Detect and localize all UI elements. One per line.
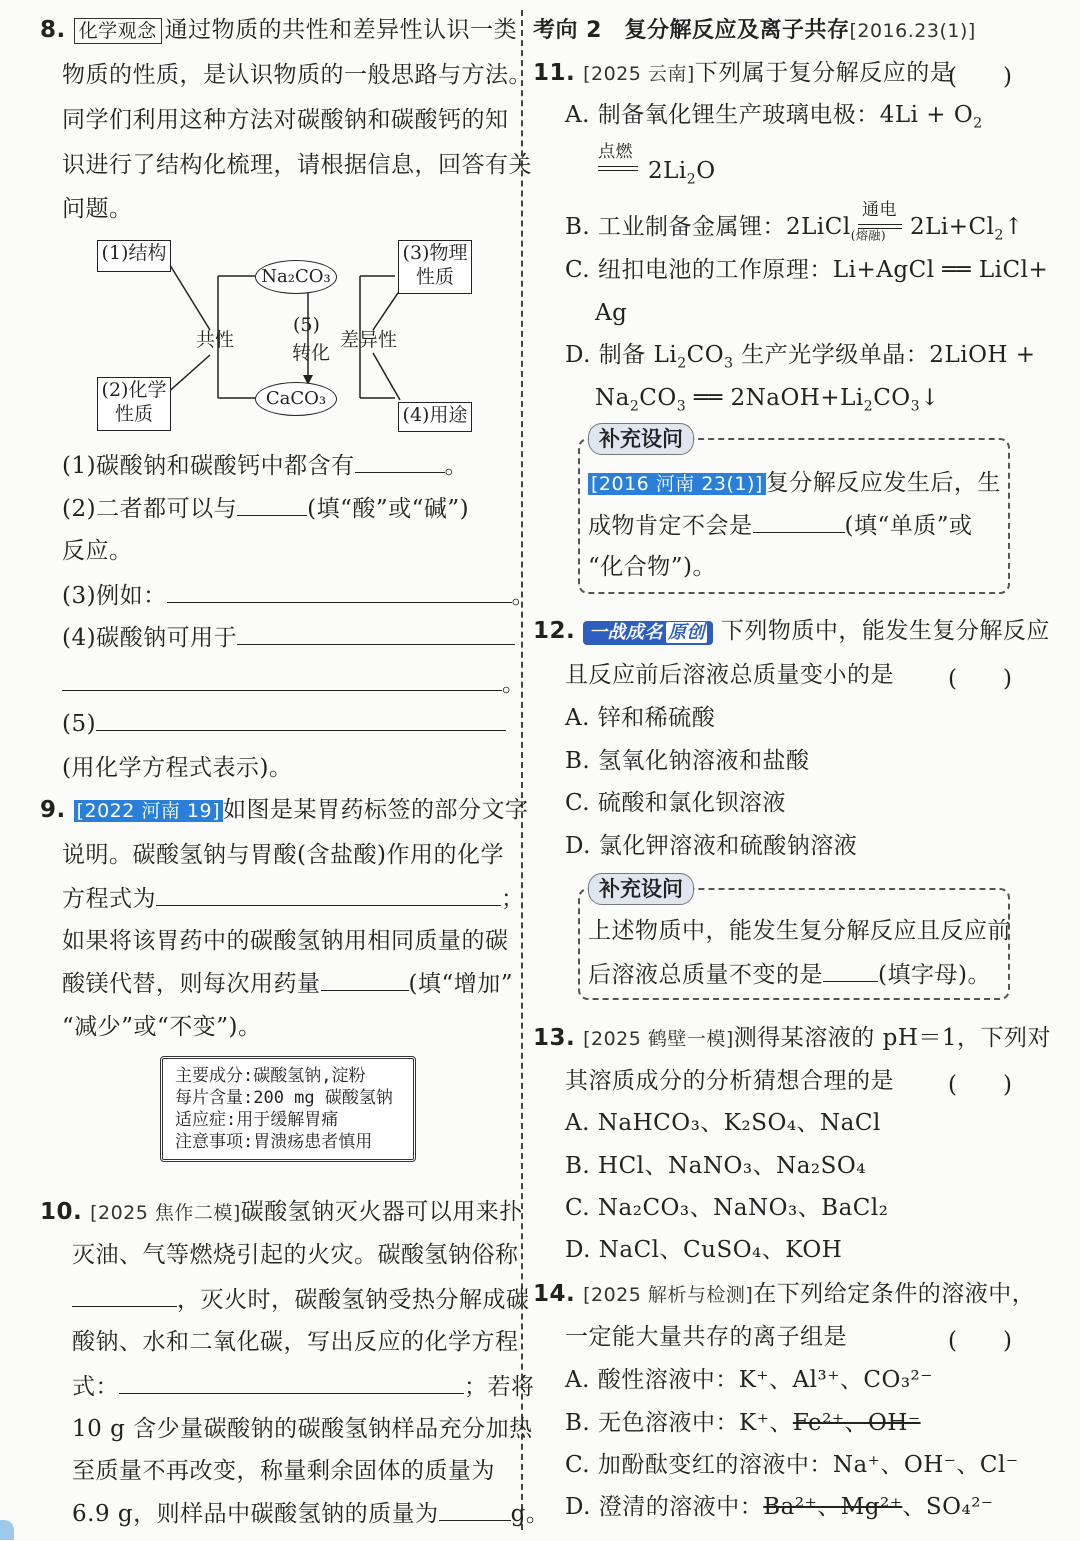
answer-blank[interactable] [321,968,409,991]
q11-number: 11. [533,60,576,86]
section-year: [2016.23(1)] [849,20,976,42]
q8-sub2: (2)二者都可以与 (填“酸”或“碱”) [62,493,469,524]
q13-source: [2025 鹤壁一模] [583,1028,734,1050]
answer-blank[interactable] [119,1371,464,1394]
diagram-label-transform-number: (5) [293,314,320,336]
q8-number: 8. [40,17,66,43]
diagram-node-caco3: CaCO₃ [255,382,337,416]
supp2-line-2: 后溶液总质量不变的是 (填字母)。 [588,959,991,990]
q11-option-c-cont: Ag [595,300,628,326]
q9-stem-line-3: 方程式为 ； [62,883,525,914]
q9-stem-line-4: 如果将该胃药中的碳酸氢钠用相同质量的碳 [62,928,509,954]
diagram-box-chemical-properties: (2)化学性质 [97,377,171,431]
q10-stem-line-4: 酸钠、水和二氧化碳，写出反应的化学方程 [72,1329,519,1355]
q8-line-text: 通过物质的共性和差异性认识一类 [164,17,518,43]
supplement-label-1: 补充设问 [588,423,694,455]
answer-blank[interactable] [439,1498,511,1521]
diagram-label-common: 共性 [196,329,235,351]
q14-stem: 14. [2025 解析与检测]在下列给定条件的溶液中， [533,1281,1036,1307]
q12-number: 12. [533,618,576,644]
diagram-label-transform: 转化 [292,342,331,364]
equation-sign [858,224,902,229]
q12-stem: 12. 一战成名 原创 下列物质中，能发生复分解反应 [533,618,1050,644]
q8-sub5-cont: (用化学方程式表示)。 [62,755,293,781]
answer-blank[interactable] [355,450,445,473]
label-line: 主要成分:碳酸氢钠,淀粉 [175,1066,366,1086]
q8-sub2-cont: 反应。 [62,538,133,564]
answer-blank[interactable] [237,493,307,516]
q11-stem: 11. [2025 云南]下列属于复分解反应的是 [533,60,954,86]
q11-option-a-product: $2Li_2O$ [648,158,716,188]
q8-stem-line-2: 物质的性质，是认识物质的一般思路与方法。 [62,62,532,88]
q14-option-d: D. 澄清的溶液中：Ba²⁺、Mg²⁺、SO₄²⁻ [565,1494,994,1520]
diagram-label-difference: 差异性 [340,329,398,351]
q10-stem-line-6: 10 g 含少量碳酸钠的碳酸氢钠样品充分加热 [72,1416,533,1442]
q10-stem-line-1: 10. [2025 焦作二模]碳酸氢钠灭火器可以用来扑 [40,1199,523,1225]
q14-option-c: C. 加酚酞变红的溶液中：Na⁺、OH⁻、Cl⁻ [565,1452,1019,1478]
q11-option-a-condition: 点燃 [598,142,633,162]
diagram-box-uses: (4)用途 [398,402,472,432]
q11-option-b-product: $2Li+Cl_2↑$ [910,214,1024,244]
q8-sub5: (5) [62,708,506,739]
answer-blank[interactable] [96,708,506,731]
q10-stem-line-5: 式： ；若将 [72,1371,535,1402]
q13-option-d: D. NaCl、CuSO₄、KOH [565,1237,843,1263]
answer-blank[interactable] [62,668,502,691]
supp2-line-1: 上述物质中，能发生复分解反应且反应前 [588,918,1011,944]
section-title: 考向 2 复分解反应及离子共存 [533,18,850,43]
q10-stem-line-3: ，灭火时，碳酸氢钠受热分解成碳 [72,1284,530,1315]
supp1-source: [2016 河南 23(1)] [588,473,766,495]
q13-answer-paren[interactable]: ( ) [948,1072,1012,1098]
q11-option-a: A. 制备氧化锂生产玻璃电极：$4Li + O_2$ [565,102,983,132]
diagram-node-na2co3: Na₂CO₃ [255,260,337,294]
equation-sign [598,166,638,171]
label-line: 注意事项:胃溃疡患者慎用 [175,1132,373,1152]
diagram-box-physical-properties: (3)物理性质 [398,240,472,294]
q8-sub4: (4)碳酸钠可用于 [62,622,515,653]
q13-stem-2: 其溶质成分的分析猜想合理的是 [565,1068,894,1094]
label-line: 适应症:用于缓解胃痛 [175,1110,339,1130]
q13-option-a: A. NaHCO₃、K₂SO₄、NaCl [565,1110,881,1136]
q8-sub4-cont: 。 [62,668,526,699]
diagram-box-structure: (1)结构 [97,240,171,272]
q13-option-b: B. HCl、NaNO₃、Na₂SO₄ [565,1153,866,1179]
struck-ions: Ba²⁺、Mg²⁺ [763,1494,903,1520]
q12-stem-2: 且反应前后溶液总质量变小的是 [565,662,894,688]
supp1-line-1: [2016 河南 23(1)] 复分解反应发生后，生 [588,468,1001,499]
answer-blank[interactable] [823,959,878,982]
section-heading [533,15,976,46]
q9-number: 9. [40,797,66,823]
q12-option-d: D. 氯化钾溶液和硫酸钠溶液 [565,833,858,859]
q11-option-d-cont: $Na_2CO_3$ ══ $2NaOH+Li_2CO_3↓$ [595,385,940,415]
answer-blank[interactable] [72,1284,177,1307]
q11-option-c: C. 纽扣电池的工作原理：Li+AgCl ══ LiCl+ [565,257,1049,283]
q14-option-b: B. 无色溶液中：K⁺、Fe²⁺、OH⁻ [565,1410,921,1436]
q13-number: 13. [533,1025,576,1051]
page-corner-decoration [0,1520,14,1540]
struck-ions: Fe²⁺、OH⁻ [792,1410,921,1436]
label-line: 每片含量:200 mg 碳酸氢钠 [175,1088,393,1108]
answer-blank[interactable] [753,510,845,533]
q12-option-b: B. 氢氧化钠溶液和盐酸 [565,748,810,774]
q8-stem-line-1 [40,15,517,45]
supp1-line-2: 成物肯定不会是 (填“单质”或 [588,510,973,541]
q14-option-a: A. 酸性溶液中：K⁺、Al³⁺、CO₃²⁻ [565,1367,933,1393]
q12-answer-paren[interactable]: ( ) [948,666,1012,692]
q11-option-b-condition: 通电 [862,200,897,220]
q9-source: [2022 河南 19] [74,800,223,822]
answer-blank[interactable] [167,580,512,603]
q14-stem-2: 一定能大量共存的离子组是 [565,1324,847,1350]
q11-option-d: D. 制备 $Li_2CO_3$ 生产光学级单晶：2LiOH + [565,342,1036,372]
answer-blank[interactable] [156,883,501,906]
q9-stem-line-5: 酸镁代替，则每次用药量 (填“增加” [62,968,513,999]
q13-option-c: C. Na₂CO₃、NaNO₃、BaCl₂ [565,1195,889,1221]
q11-option-b: B. 工业制备金属锂：2LiCl$_{(熔融)}$ [565,214,887,243]
q11-answer-paren[interactable]: ( ) [948,64,1012,90]
answer-blank[interactable] [237,622,515,645]
q8-tag: 化学观念 [74,18,162,44]
q10-stem-line-8: 6.9 g，则样品中碳酸氢钠的质量为 g。 [72,1498,549,1529]
q9-stem-line-1: 9. [2022 河南 19] 如图是某胃药标签的部分文字 [40,797,529,823]
q8-stem-line-4: 识进行了结构化梳理，请根据信息，回答有关 [62,152,532,178]
q12-option-a: A. 锌和稀硫酸 [565,705,716,731]
q12-option-c: C. 硫酸和氯化钡溶液 [565,790,786,816]
q8-sub3: (3)例如： 。 [62,580,535,611]
q10-stem-line-7: 至质量不再改变，称量剩余固体的质量为 [72,1458,495,1484]
supp1-line-3: “化合物”)。 [588,554,716,580]
q8-stem-line-5: 问题。 [62,196,133,222]
q9-stem-line-6: “减少”或“不变”)。 [62,1014,262,1040]
q14-answer-paren[interactable]: ( ) [948,1328,1012,1354]
q14-number: 14. [533,1281,576,1307]
q8-sub1: (1)碳酸钠和碳酸钙中都含有 。 [62,450,468,481]
q9-stem-line-2: 说明。碳酸氢钠与胃酸(含盐酸)作用的化学 [62,842,504,868]
q14-source: [2025 解析与检测] [583,1284,754,1306]
q12-badge: 一战成名 原创 [583,621,713,645]
q10-number: 10. [40,1199,83,1225]
q13-stem: 13. [2025 鹤壁一模]测得某溶液的 pH＝1，下列对 [533,1025,1052,1051]
supplement-label-2: 补充设问 [588,873,694,905]
q11-source: [2025 云南] [583,63,695,85]
q10-stem-line-2: 灭油、气等燃烧引起的火灾。碳酸氢钠俗称 [72,1242,519,1268]
q10-source: [2025 焦作二模] [90,1202,241,1224]
q8-stem-line-3: 同学们利用这种方法对碳酸钠和碳酸钙的知 [62,107,509,133]
medicine-label [160,1056,416,1162]
